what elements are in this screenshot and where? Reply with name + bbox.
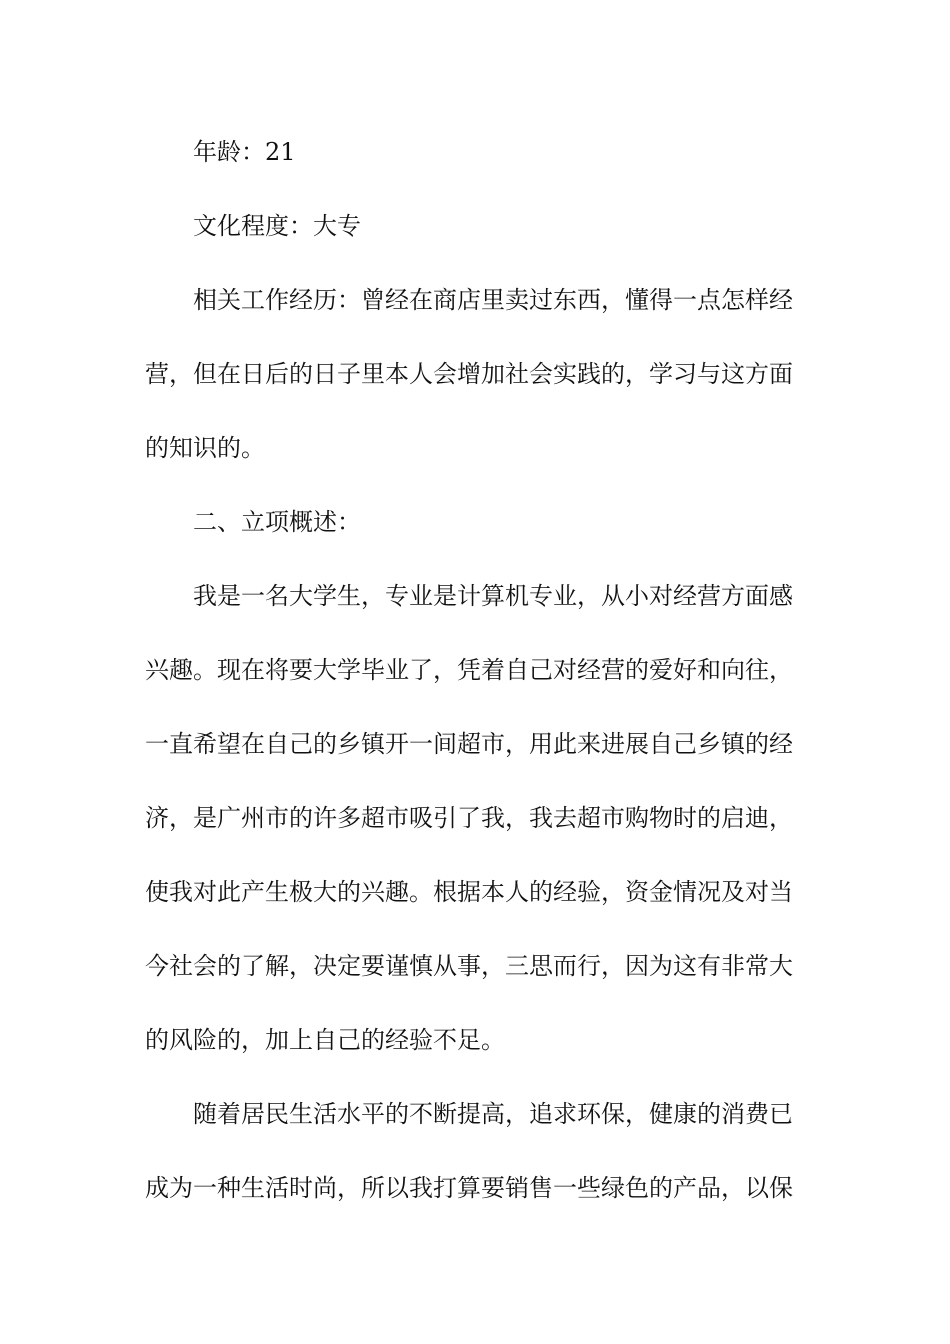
work-experience-line-2: 营，但在日后的日子里本人会增加社会实践的，学习与这方面 (145, 360, 793, 388)
green-products-paragraph-line-1: 随着居民生活水平的不断提高，追求环保，健康的消费已 (193, 1100, 793, 1128)
work-experience-line-3: 的知识的。 (145, 434, 265, 462)
green-products-paragraph-line-2: 成为一种生活时尚，所以我打算要销售一些绿色的产品，以保 (145, 1174, 793, 1202)
document-body (145, 115, 805, 1225)
overview-paragraph-line-3: 一直希望在自己的乡镇开一间超市，用此来进展自己乡镇的经 (145, 730, 793, 758)
overview-paragraph-line-6: 今社会的了解，决定要谨慎从事，三思而行，因为这有非常大 (145, 952, 793, 980)
education-line: 文化程度：大专 (193, 212, 361, 240)
overview-paragraph-line-7: 的风险的，加上自己的经验不足。 (145, 1026, 505, 1054)
overview-paragraph-line-4: 济，是广州市的许多超市吸引了我，我去超市购物时的启迪， (145, 804, 793, 832)
work-experience-line-1: 相关工作经历：曾经在商店里卖过东西，懂得一点怎样经 (193, 286, 793, 314)
age-line: 年龄：21 (193, 138, 296, 166)
section-heading-project-overview: 二、立项概述： (193, 508, 361, 536)
overview-paragraph-line-2: 兴趣。现在将要大学毕业了，凭着自己对经营的爱好和向往， (145, 656, 793, 684)
overview-paragraph-line-1: 我是一名大学生，专业是计算机专业，从小对经营方面感 (193, 582, 793, 610)
overview-paragraph-line-5: 使我对此产生极大的兴趣。根据本人的经验，资金情况及对当 (145, 878, 793, 906)
